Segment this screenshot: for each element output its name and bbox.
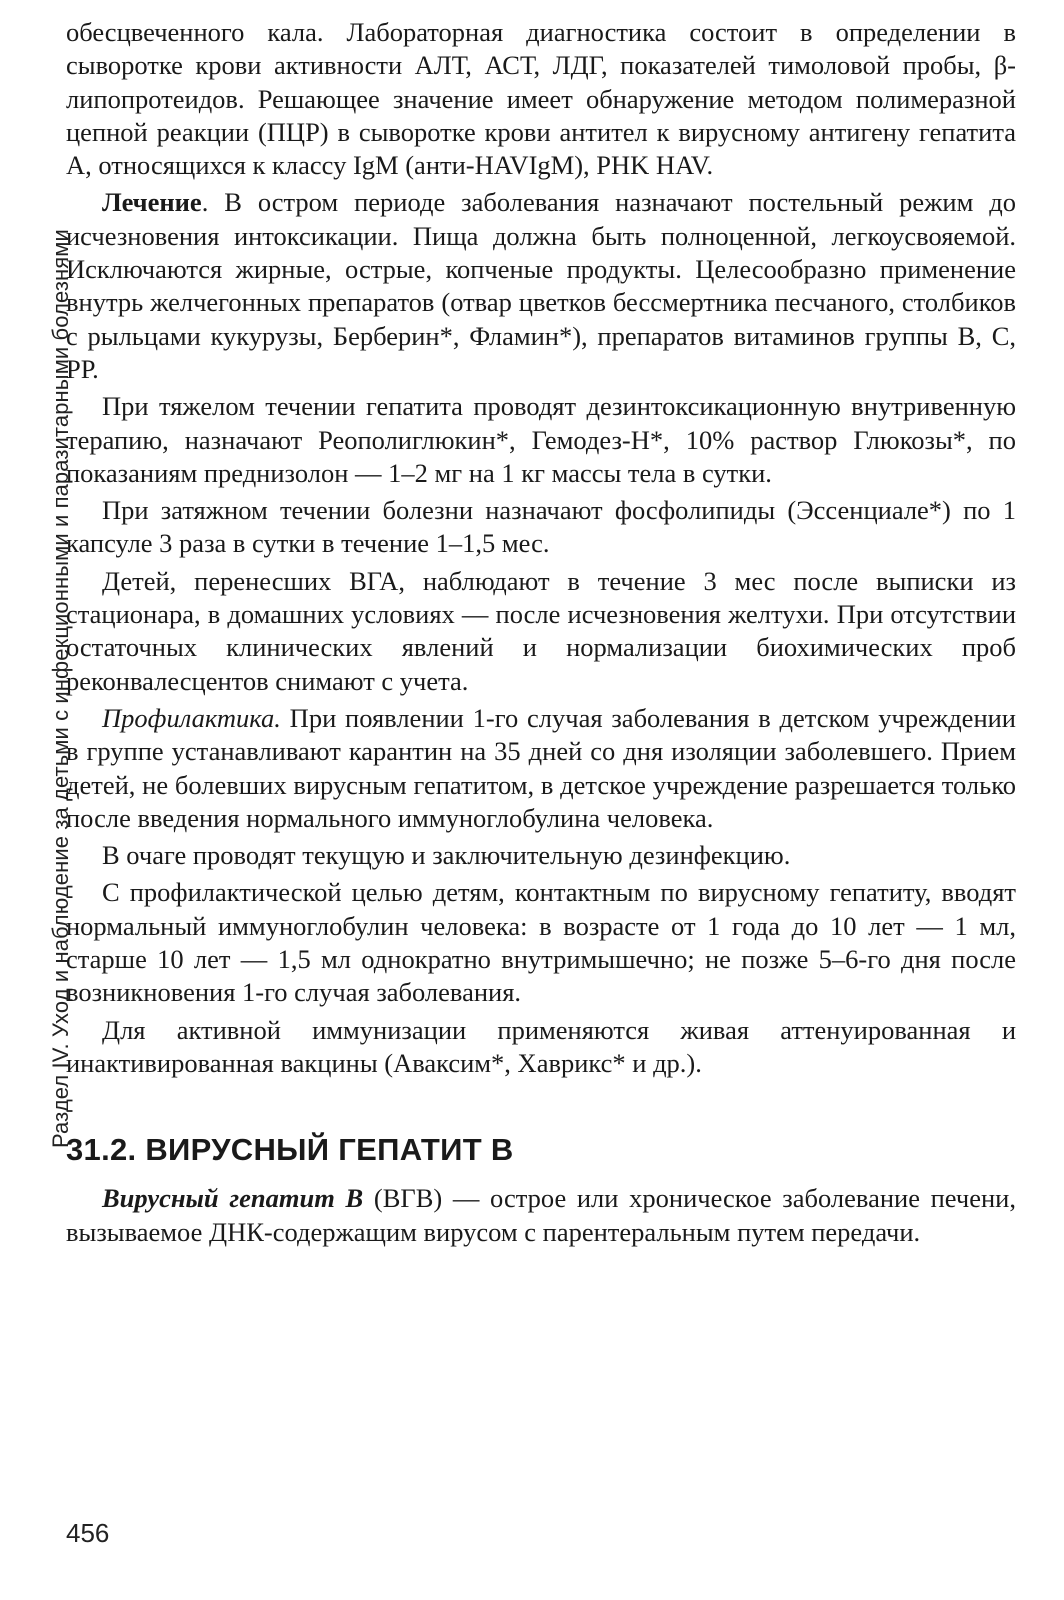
paragraph-text: Детей, перенесших ВГА, наблюдают в течение 3 мес после выписки из стационара, в домашних условиях — после исчезновения желтухи. При отсутствии остаточных клинических явлений и нормализации биохимических проб реконвалесцентов снимают с учета. [66, 565, 1016, 696]
paragraph-text: При тяжелом течении гепатита проводят дезинтоксикационную внутривенную терапию, назначают Реополиглюкин*, Гемодез-Н*, 10% раствор Глюкозы*, по показаниям преднизолон — 1–2 мг на 1 кг массы тела в сутки. [66, 391, 1016, 488]
paragraph-lab-diagnostics [66, 16, 1016, 182]
paragraph-disinfection [66, 839, 1016, 872]
paragraph-immunoglobulin [66, 876, 1016, 1009]
running-section-title: Раздел IV. Уход и наблюдение за детьми с инфекционными и паразитарными болезнями [48, 229, 73, 1148]
paragraph-text: . В остром периоде заболевания назначают постельный режим до исчезновения интоксикации. Пища должна быть полноценной, легкоусвояемой. Исключаются жирные, острые, копченые продукты. Целесообразно применение внутрь желчегонных препаратов (отвар цветков бессмертника песчаного, столбиков с рыльцами кукурузы, Берберин*, Фламин*), препаратов витаминов группы В, С, РР. [66, 187, 1016, 384]
page-number: 456 [66, 1518, 110, 1548]
paragraph-lead-prevention: Профилактика. [102, 702, 281, 733]
paragraph-severe-course [66, 390, 1016, 490]
paragraph-text: Для активной иммунизации применяются живая аттенуированная и инактивированная вакцины (Аваксим*, Хаврикс* и др.). [66, 1014, 1016, 1078]
section-heading: 31.2. ВИРУСНЫЙ ГЕПАТИТ В [66, 1132, 514, 1168]
paragraph-follow-up [66, 565, 1016, 698]
paragraph-text: (ВГВ) — острое или хроническое заболевание печени, вызываемое ДНК-содержащим вирусом с парентеральным путем передачи. [66, 1183, 1016, 1247]
page-body [66, 16, 1016, 1249]
paragraph-section-intro [66, 1182, 1016, 1249]
paragraph-text: При появлении 1-го случая заболевания в детском учреждении в группе устанавливают карантин на 35 дней со дня изоляции заболевшего. Прием детей, не болевших вирусным гепатитом, в детское учреждение разрешается только после введения нормального иммуноглобулина человека. [66, 702, 1016, 833]
paragraph-lead-treatment: Лечение [102, 187, 202, 218]
paragraph-vaccination [66, 1014, 1016, 1081]
paragraph-treatment [66, 186, 1016, 386]
paragraph-text: обесцвеченного кала. Лабораторная диагностика состоит в определении в сыворотке крови активности АЛТ, АСТ, ЛДГ, показателей тимоловой пробы, β-липопротеидов. Решающее значение имеет обнаружение методом полимеразной цепной реакции (ПЦР) в сыворотке крови антител к вирусному антигену гепатита А, относящихся к классу IgM (анти-HAVIgM), PHK HAV. [66, 17, 1016, 181]
paragraph-text: С профилактической целью детям, контактным по вирусному гепатиту, вводят нормальный иммуноглобулин человека: в возрасте от 1 года до 10 лет — 1 мл, старше 10 лет — 1,5 мл однократно внутримышечно; не позже 5–6-го дня после возникновения 1-го случая заболевания. [66, 877, 1016, 1008]
paragraph-lead-term: Вирусный гепатит В [102, 1183, 364, 1214]
paragraph-text: В очаге проводят текущую и заключительную дезинфекцию. [102, 840, 791, 871]
paragraph-prevention [66, 702, 1016, 835]
paragraph-prolonged-course [66, 494, 1016, 561]
paragraph-text: При затяжном течении болезни назначают фосфолипиды (Эссенциале*) по 1 капсуле 3 раза в сутки в течение 1–1,5 мес. [66, 495, 1016, 559]
